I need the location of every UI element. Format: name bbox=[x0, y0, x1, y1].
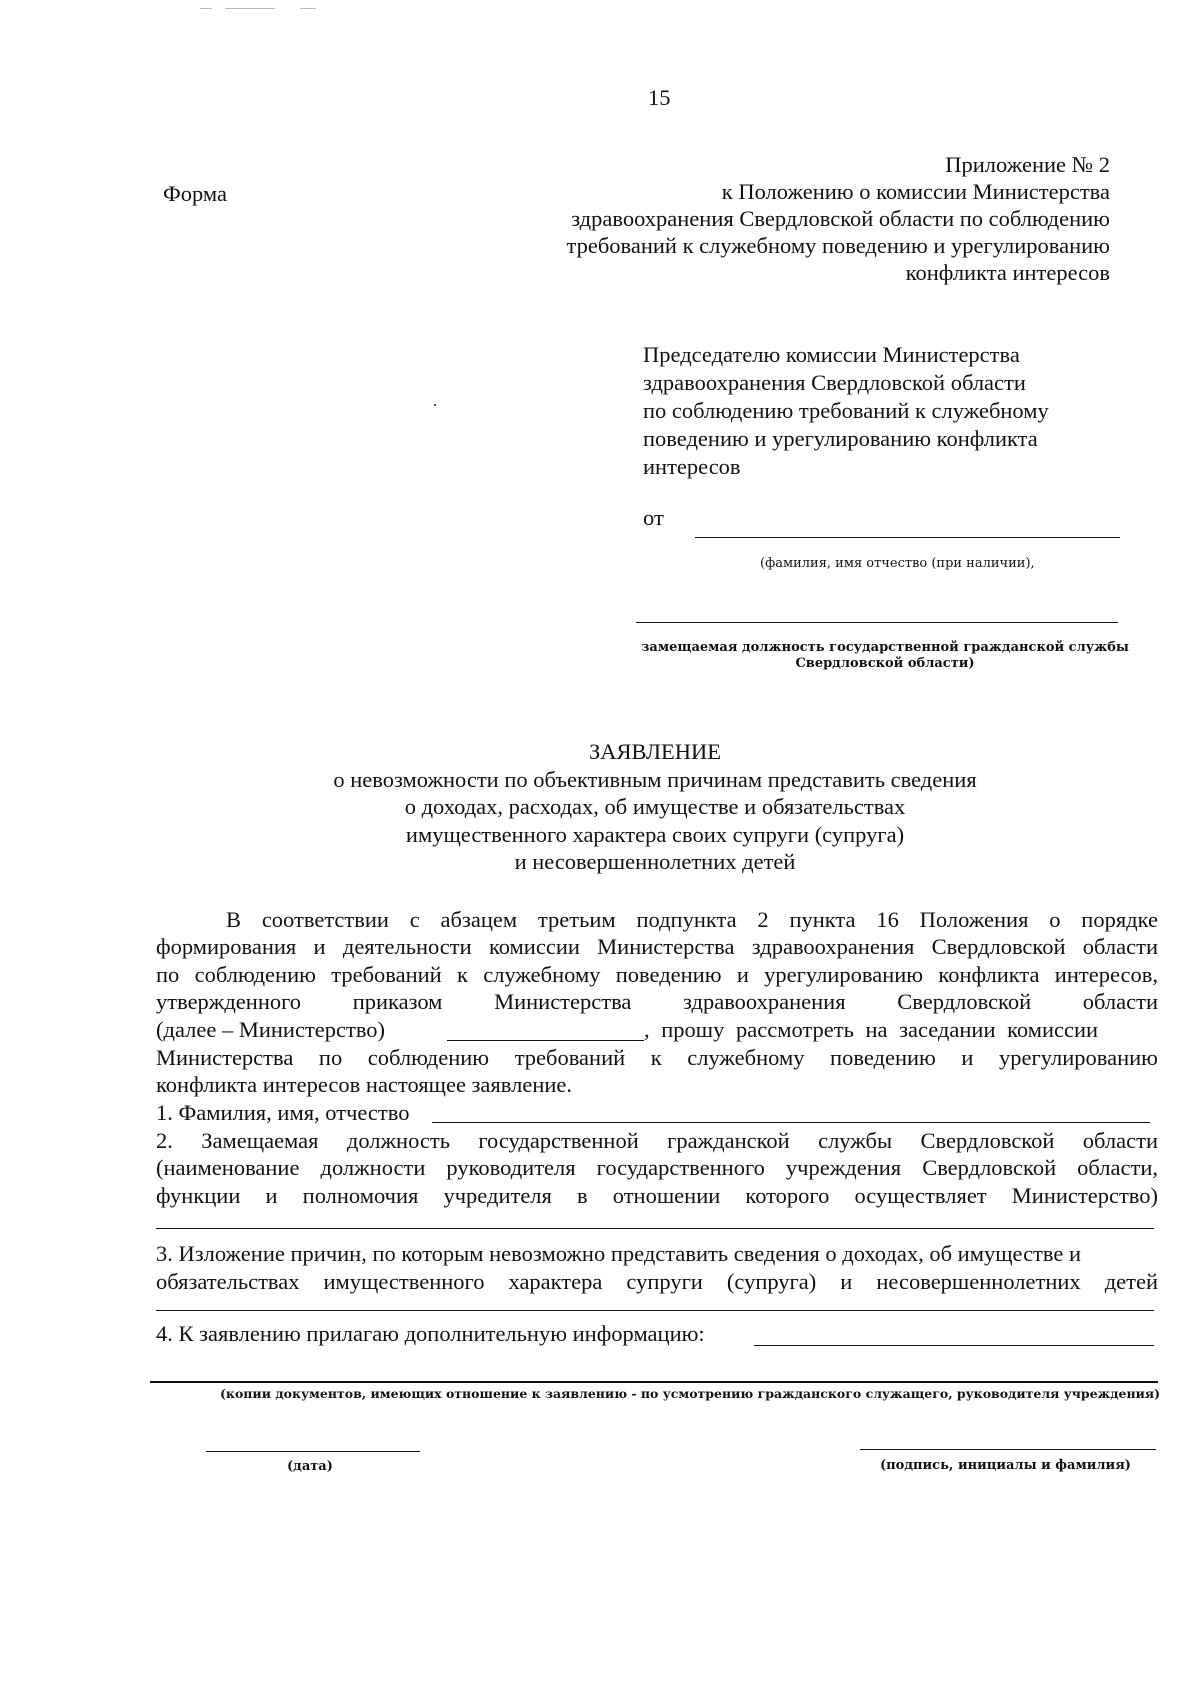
position-field-line[interactable] bbox=[156, 1228, 1154, 1229]
item-3-line: обязательствах имущественного характера супруги (супруга) и несовершеннолетних детей bbox=[156, 1269, 1158, 1294]
addressee-block bbox=[643, 341, 1049, 481]
addressee-line: интересов bbox=[643, 454, 741, 479]
appendix-line: Приложение № 2 bbox=[945, 152, 1110, 177]
date-field-line[interactable] bbox=[206, 1451, 420, 1452]
item-2-line: (наименование должности руководителя государственного учреждения Свердловской области, bbox=[156, 1155, 1158, 1180]
attachments-field-line[interactable] bbox=[150, 1381, 1158, 1383]
item-1-label: 1. Фамилия, имя, отчество bbox=[156, 1100, 410, 1125]
scan-artifact bbox=[200, 8, 212, 9]
body-line: по соблюдению требований к служебному поведению и урегулированию конфликта интересов, bbox=[156, 962, 1158, 987]
item-3-line: 3. Изложение причин, по которым невозможно представить сведения о доходах, об имуществе и bbox=[156, 1241, 1082, 1266]
fio-input-line[interactable] bbox=[695, 537, 1120, 538]
scan-artifact bbox=[300, 8, 316, 9]
addressee-line: по соблюдению требований к служебному bbox=[643, 398, 1049, 423]
form-label: Форма bbox=[163, 181, 228, 206]
body-line: формирования и деятельности комиссии Министерства здравоохранения Свердловской области bbox=[156, 934, 1158, 959]
body-line: конфликта интересов настоящее заявление. bbox=[156, 1072, 573, 1097]
appendix-line: к Положению о комиссии Министерства bbox=[721, 179, 1110, 204]
fio-caption: (фамилия, имя отчество (при наличии), bbox=[760, 556, 1035, 571]
statement-subtitle-line: и несовершеннолетних детей bbox=[514, 849, 796, 874]
position-caption bbox=[640, 640, 1130, 672]
appendix-line: здравоохранения Свердловской области по соблюдению bbox=[571, 206, 1110, 231]
reasons-field-line[interactable] bbox=[156, 1310, 1154, 1311]
attachments-caption: (копии документов, имеющих отношение к заявлению - по усмотрению гражданского служащего, руководителя учреждения) bbox=[220, 1386, 1161, 1401]
addressee-line: Председателю комиссии Министерства bbox=[643, 342, 1020, 367]
body-line: , прошу рассмотреть на заседании комиссии bbox=[644, 1017, 1099, 1042]
signature-caption: (подпись, инициалы и фамилия) bbox=[880, 1458, 1131, 1473]
page-number: 15 bbox=[648, 85, 671, 110]
body-line: Министерства по соблюдению требований к служебному поведению и урегулированию bbox=[156, 1045, 1158, 1070]
body-line: (далее – Министерство) bbox=[156, 1017, 386, 1042]
addressee-line: поведению и урегулированию конфликта bbox=[643, 426, 1038, 451]
statement-subtitle-line: имущественного характера своих супруги (супруга) bbox=[405, 821, 905, 847]
appendix-line: конфликта интересов bbox=[905, 260, 1110, 285]
position-caption-line: Свердловской области) bbox=[795, 656, 975, 671]
additional-info-field-line[interactable] bbox=[754, 1345, 1154, 1346]
statement-heading: ЗАЯВЛЕНИЕ bbox=[589, 739, 721, 764]
addressee-line: здравоохранения Свердловской области bbox=[643, 370, 1026, 395]
position-input-line[interactable] bbox=[636, 622, 1118, 623]
ministry-details-input-line[interactable] bbox=[447, 1040, 644, 1041]
position-caption-line: замещаемая должность государственной гражданской службы bbox=[641, 640, 1129, 655]
signature-field-line[interactable] bbox=[860, 1449, 1156, 1450]
item-2-line: 2. Замещаемая должность государственной гражданской службы Свердловской области bbox=[156, 1128, 1158, 1153]
scan-dot bbox=[434, 404, 436, 406]
statement-title bbox=[0, 738, 1200, 876]
fio-field-line[interactable] bbox=[432, 1122, 1150, 1123]
scan-artifact bbox=[225, 8, 275, 9]
from-label: от bbox=[643, 505, 664, 530]
appendix-line: требований к служебному поведению и урегулированию bbox=[566, 233, 1110, 258]
body-line: В соответствии с абзацем третьим подпункта 2 пункта 16 Положения о порядке bbox=[226, 907, 1158, 932]
statement-subtitle-line: о невозможности по объективным причинам представить сведения bbox=[333, 766, 977, 792]
body-line: утвержденного приказом Министерства здравоохранения Свердловской области bbox=[156, 989, 1158, 1014]
item-2-line: функции и полномочия учредителя в отношении которого осуществляет Министерство) bbox=[156, 1183, 1158, 1208]
appendix-block bbox=[566, 151, 1110, 286]
item-4-label: 4. К заявлению прилагаю дополнительную информацию: bbox=[156, 1321, 705, 1346]
date-caption: (дата) bbox=[287, 1459, 333, 1474]
statement-subtitle-line: о доходах, расходах, об имуществе и обязательствах bbox=[404, 794, 906, 819]
